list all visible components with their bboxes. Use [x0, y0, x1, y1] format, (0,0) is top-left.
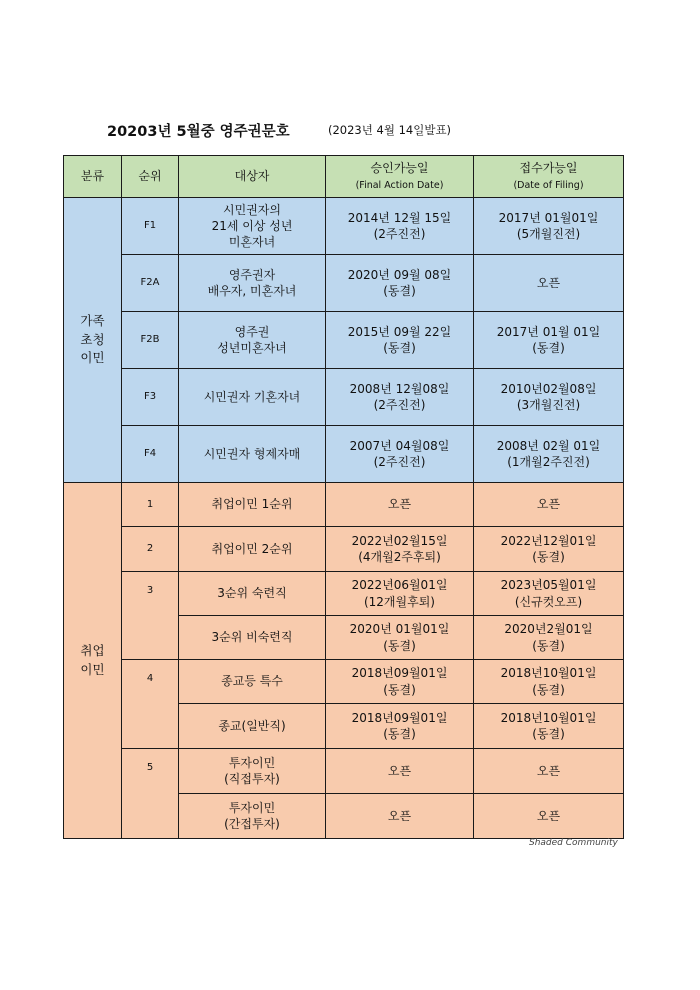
final-action-cell [326, 369, 474, 426]
final-action-cell [326, 794, 474, 839]
target-cell-line: 21세 이상 성년 [211, 218, 293, 233]
target-cell [179, 527, 326, 572]
filing-cell [474, 369, 624, 426]
final-action-cell-line: 2020년 09월 08일 [347, 267, 452, 282]
table-row [64, 198, 624, 255]
target-cell-line: 취업이민 2순위 [211, 541, 293, 556]
rank-cell: 1 [122, 483, 179, 527]
final-action-cell-line: 2015년 09월 22일 [347, 324, 452, 339]
filing-cell [474, 255, 624, 312]
rank-cell: F4 [122, 426, 179, 483]
final-action-cell-line: (2주진전) [373, 398, 426, 412]
final-action-cell [326, 572, 474, 616]
table-row [64, 312, 624, 369]
filing-cell-line: 2017년 01월 01일 [496, 324, 601, 339]
table-row [64, 255, 624, 312]
final-action-cell-line: 2008년 12월08일 [349, 381, 450, 396]
filing-cell [474, 483, 624, 527]
target-cell [179, 369, 326, 426]
target-cell [179, 572, 326, 616]
final-action-cell-line: 2014년 12월 15일 [347, 210, 452, 225]
rank-cell: F3 [122, 369, 179, 426]
final-action-cell-line: (12개월후퇴) [363, 594, 435, 609]
filing-cell-line: 오픈 [536, 497, 561, 512]
target-cell [179, 616, 326, 660]
filing-cell-line: (동결) [532, 550, 565, 564]
table-row [64, 369, 624, 426]
footer-credit: Shaded Community [529, 838, 618, 848]
filing-cell-line: 2018년10월01일 [500, 710, 597, 725]
final-action-cell [326, 483, 474, 527]
target-cell-line: 시민권자 기혼자녀 [203, 389, 301, 404]
filing-cell-line: 오픈 [536, 763, 561, 778]
title-row [0, 120, 700, 144]
filing-cell-line: 2022년12월01일 [500, 533, 597, 548]
target-cell [179, 660, 326, 704]
filing-cell-line: 2010년02월08일 [500, 381, 597, 396]
target-cell-line: 3순위 숙련직 [217, 586, 287, 601]
target-cell-line: 투자이민 [228, 800, 276, 815]
rank-cell: 3 [122, 572, 179, 660]
filing-cell-line: 2023년05월01일 [500, 578, 597, 593]
category-employment-line: 취업 [80, 642, 105, 658]
category-employment [64, 483, 122, 839]
table-row [64, 749, 624, 794]
family-section [64, 198, 624, 483]
final-action-cell-line: 2018년09월01일 [351, 710, 448, 725]
final-action-cell-line: (동결) [383, 727, 416, 741]
header-rank: 순위 [122, 156, 179, 198]
rank-cell: F2A [122, 255, 179, 312]
page-title: 20203년 5월중 영주권문호 [107, 124, 290, 140]
final-action-cell [326, 255, 474, 312]
filing-cell-line: 오픈 [536, 808, 561, 823]
header-row [64, 156, 624, 198]
category-family-line: 초청 [80, 331, 105, 347]
filing-cell-line: (동결) [532, 727, 565, 741]
final-action-cell-line: (동결) [383, 284, 416, 298]
filing-cell-line: 2008년 02월 01일 [496, 438, 601, 453]
target-cell-line: 시민권자의 [223, 202, 281, 217]
filing-cell [474, 198, 624, 255]
header-filing [474, 156, 624, 198]
filing-cell-line: 오픈 [536, 275, 561, 290]
filing-cell-line: (신규컷오프) [514, 594, 583, 609]
final-action-cell [326, 527, 474, 572]
final-action-cell-line: 2020년 01월01일 [349, 622, 450, 637]
filing-cell-line: (5개월진전) [516, 227, 581, 241]
table-row [64, 572, 624, 616]
target-cell [179, 426, 326, 483]
target-cell [179, 749, 326, 794]
target-cell [179, 794, 326, 839]
filing-cell-line: (동결) [532, 638, 565, 653]
final-action-cell [326, 198, 474, 255]
target-cell [179, 704, 326, 749]
filing-cell-line: (동결) [532, 341, 565, 355]
target-cell [179, 255, 326, 312]
final-action-cell-line: (2주진전) [373, 455, 426, 469]
filing-cell-line: 2020년2월01일 [504, 622, 593, 637]
final-action-cell-line: (동결) [383, 682, 416, 697]
final-action-cell-line: (2주진전) [373, 227, 426, 241]
target-cell-line: 시민권자 형제자매 [203, 446, 301, 461]
final-action-cell [326, 704, 474, 749]
filing-cell [474, 527, 624, 572]
target-cell-line: (간접투자) [224, 817, 280, 831]
rank-cell: F2B [122, 312, 179, 369]
header-final-action-label: 승인가능일 [370, 161, 429, 175]
category-employment-line: 이민 [80, 661, 105, 677]
filing-cell [474, 616, 624, 660]
target-cell-line: 배우자, 미혼자녀 [207, 284, 297, 298]
final-action-cell [326, 749, 474, 794]
final-action-cell-line: (동결) [383, 638, 416, 653]
filing-cell-line: (3개월진전) [516, 398, 581, 412]
filing-cell-line: 2017년 01월01일 [498, 210, 599, 225]
filing-cell [474, 749, 624, 794]
category-family-line: 가족 [80, 312, 105, 328]
rank-cell: 5 [122, 749, 179, 839]
filing-cell [474, 704, 624, 749]
table-row [64, 426, 624, 483]
target-cell-line: 투자이민 [228, 755, 276, 770]
target-cell-line: 성년미혼자녀 [217, 341, 287, 355]
filing-cell-line: (1개월2주진전) [507, 455, 590, 469]
visa-bulletin-table [63, 155, 624, 839]
target-cell-line: 3순위 비숙련직 [211, 630, 293, 645]
target-cell [179, 198, 326, 255]
target-cell-line: (직접투자) [224, 772, 280, 786]
header-filing-en: (Date of Filing) [513, 180, 584, 192]
header-final-action [326, 156, 474, 198]
target-cell [179, 312, 326, 369]
table-row [64, 660, 624, 704]
filing-cell-line: (동결) [532, 682, 565, 697]
final-action-cell-line: (4개월2주후퇴) [358, 550, 441, 564]
target-cell-line: 취업이민 1순위 [211, 497, 293, 512]
category-family-line: 이민 [80, 350, 105, 366]
final-action-cell [326, 616, 474, 660]
filing-cell [474, 794, 624, 839]
announcement-date: (2023년 4월 14일발표) [328, 123, 452, 137]
filing-cell [474, 660, 624, 704]
final-action-cell [326, 660, 474, 704]
table-row [64, 527, 624, 572]
header-filing-label: 접수가능일 [519, 161, 578, 175]
final-action-cell-line: 2022년02월15일 [351, 533, 448, 548]
target-cell-line: 종교(일반직) [218, 718, 286, 733]
filing-cell [474, 572, 624, 616]
filing-cell [474, 426, 624, 483]
final-action-cell-line: 2022년06월01일 [351, 578, 448, 593]
target-cell-line: 종교등 특수 [221, 674, 283, 689]
final-action-cell [326, 426, 474, 483]
final-action-cell-line: 2007년 04월08일 [349, 438, 450, 453]
header-category: 분류 [64, 156, 122, 198]
header-final-action-en: (Final Action Date) [355, 180, 444, 192]
target-cell [179, 483, 326, 527]
target-cell-line: 미혼자녀 [228, 235, 276, 250]
employment-section [64, 483, 624, 839]
rank-cell: 2 [122, 527, 179, 572]
final-action-cell-line: 2018년09월01일 [351, 666, 448, 681]
rank-cell: 4 [122, 660, 179, 749]
target-cell-line: 영주권 [234, 324, 270, 339]
category-family [64, 198, 122, 483]
filing-cell [474, 312, 624, 369]
filing-cell-line: 2018년10월01일 [500, 666, 597, 681]
final-action-cell-line: (동결) [383, 341, 416, 355]
target-cell-line: 영주권자 [228, 267, 276, 282]
table-row [64, 483, 624, 527]
final-action-cell [326, 312, 474, 369]
final-action-cell-line: 오픈 [387, 808, 412, 823]
rank-cell: F1 [122, 198, 179, 255]
final-action-cell-line: 오픈 [387, 497, 412, 512]
final-action-cell-line: 오픈 [387, 763, 412, 778]
header-target: 대상자 [179, 156, 326, 198]
